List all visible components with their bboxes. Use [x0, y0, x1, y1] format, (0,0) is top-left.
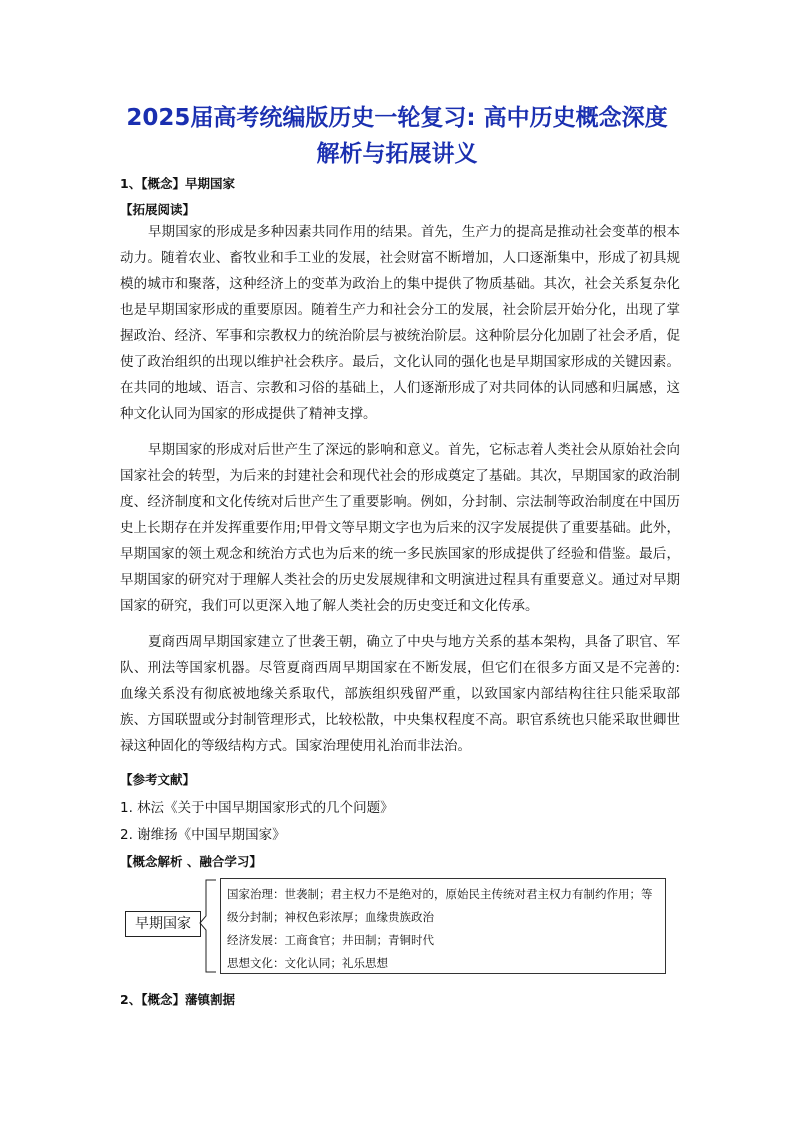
concept-diagram — [120, 872, 680, 982]
economy-line: 经济发展：工商食官；井田制；青铜时代 — [227, 933, 434, 947]
paragraph-1: 早期国家的形成是多种因素共同作用的结果。首先，生产力的提高是推动社会变革的根本动力。随着农业、畜牧业和手工业的发展，社会财富不断增加，人口逐渐集中，形成了初具规模的城市和聚落，这种经济上的变革为政治上的集中提供了物质基础。其次，社会关系复杂化也是早期国家形成的重要原因。随着生产力和社会分工的发展，社会阶层开始分化，出现了掌握政治、经济、军事和宗教权力的统治阶层与被统治阶层。这种阶层分化加剧了社会矛盾，促使了政治组织的出现以维护社会秩序。最后，文化认同的强化也是早期国家形成的关键因素。在共同的地域、语言、宗教和习俗的基础上，人们逐渐形成了对共同体的认同感和归属感，这种文化认同为国家的形成提供了精神支撑。 — [120, 224, 680, 422]
references-label: 【参考文献】 — [120, 772, 196, 787]
extended-reading-label: 【拓展阅读】 — [120, 202, 196, 217]
concept-box: 早期国家 — [125, 911, 201, 937]
document-title-line-2: 解析与拓展讲义 — [316, 141, 478, 167]
paragraph-3: 夏商西周早期国家建立了世袭王朝，确立了中央与地方关系的基本架构，具备了职官、军队、刑法等国家机器。尽管夏商西周早期国家在不断发展，但它们在很多方面又是不完善的: 血缘关系没有彻底被地缘关系取代，部族组织残留严重，以致国家内部结构往往只能采取部族、方国联盟或分封制管理形式，比较松散，中央集权程度不高。职官系统也只能采取世卿世禄这种固化的等级结构方式。国家治理使用礼治而非法治。 — [120, 634, 680, 754]
section-2-heading: 2、【概念】藩镇割据 — [120, 992, 235, 1007]
reference-item-1: 1. 林沄《关于中国早期国家形式的几个问题》 — [120, 800, 394, 816]
analysis-label: 【概念解析 、融合学习】 — [120, 854, 262, 869]
governance-line: 国家治理：世袭制；君主权力不是绝对的，原始民主传统对君主权力有制约作用；等级分封制；神权色彩浓厚；血缘贵族政治 — [227, 887, 653, 924]
left-brace-icon — [120, 872, 220, 982]
concept-details-box — [220, 878, 666, 974]
reference-item-2: 2. 谢维扬《中国早期国家》 — [120, 827, 286, 843]
culture-line: 思想文化：文化认同；礼乐思想 — [227, 956, 388, 970]
section-1-heading: 1、【概念】早期国家 — [120, 176, 235, 191]
document-title-line-1: 2025届高考统编版历史一轮复习: 高中历史概念深度 — [126, 105, 668, 131]
paragraph-2: 早期国家的形成对后世产生了深远的影响和意义。首先，它标志着人类社会从原始社会向国家社会的转型，为后来的封建社会和现代社会的形成奠定了基础。其次，早期国家的政治制度、经济制度和文化传统对后世产生了重要影响。例如，分封制、宗法制等政治制度在中国历史上长期存在并发挥重要作用;甲骨文等早期文字也为后来的汉字发展提供了重要基础。此外，早期国家的领土观念和统治方式也为后来的统一多民族国家的形成提供了经验和借鉴。最后，早期国家的研究对于理解人类社会的历史发展规律和文明演进过程具有重要意义。通过对早期国家的研究，我们可以更深入地了解人类社会的历史变迁和文化传承。 — [120, 442, 680, 614]
